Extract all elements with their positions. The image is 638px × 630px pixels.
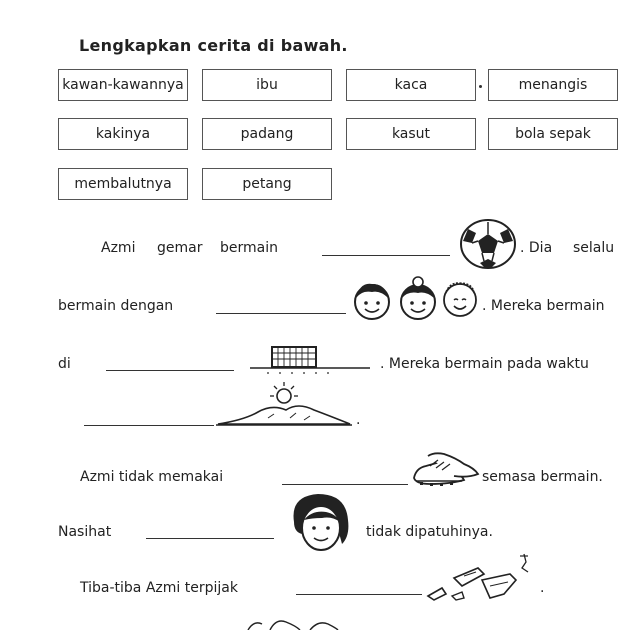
story-phrase: . Mereka bermain — [482, 298, 605, 314]
word-box: kasut — [346, 118, 476, 150]
story-word: selalu — [573, 240, 615, 256]
dot-mark — [479, 85, 482, 88]
story-word: gemar — [157, 240, 203, 256]
broken-glass-icon — [424, 550, 540, 606]
word-box: padang — [202, 118, 332, 150]
soccer-ball-icon — [458, 217, 518, 271]
answer-blank — [322, 255, 450, 256]
football-field-icon — [246, 344, 374, 376]
word-box: bola sepak — [488, 118, 618, 150]
shoes-icon — [410, 448, 482, 488]
word-box: ibu — [202, 69, 332, 101]
story-phrase: semasa bermain. — [482, 469, 603, 485]
answer-blank — [84, 425, 214, 426]
answer-blank — [106, 370, 234, 371]
answer-blank — [296, 594, 422, 595]
answer-blank — [146, 538, 274, 539]
story-punctuation: . — [356, 412, 361, 428]
story-word: Azmi — [101, 240, 136, 256]
word-box: kakinya — [58, 118, 188, 150]
word-box: membalutnya — [58, 168, 188, 200]
story-word: Nasihat — [58, 524, 112, 540]
story-word: bermain — [220, 240, 278, 256]
story-word: di — [58, 356, 71, 372]
story-word: . Dia — [520, 240, 553, 256]
story-punctuation: . — [540, 580, 545, 596]
word-box: petang — [202, 168, 332, 200]
story-phrase: tidak dipatuhinya. — [366, 524, 493, 540]
story-phrase: Tiba-tiba Azmi terpijak — [80, 580, 238, 596]
story-phrase: Azmi tidak memakai — [80, 469, 224, 485]
story-phrase: bermain dengan — [58, 298, 174, 314]
instruction-title: Lengkapkan cerita di bawah. — [79, 36, 348, 55]
story-phrase: . Mereka bermain pada waktu — [380, 356, 589, 372]
answer-blank — [282, 484, 408, 485]
word-box: kaca — [346, 69, 476, 101]
partial-drawing-icon — [240, 614, 350, 630]
answer-blank — [216, 313, 346, 314]
word-box: kawan-kawannya — [58, 69, 188, 101]
afternoon-sun-hills-icon — [214, 380, 354, 428]
mother-face-icon — [286, 490, 356, 554]
children-faces-icon — [350, 276, 482, 322]
word-box: menangis — [488, 69, 618, 101]
